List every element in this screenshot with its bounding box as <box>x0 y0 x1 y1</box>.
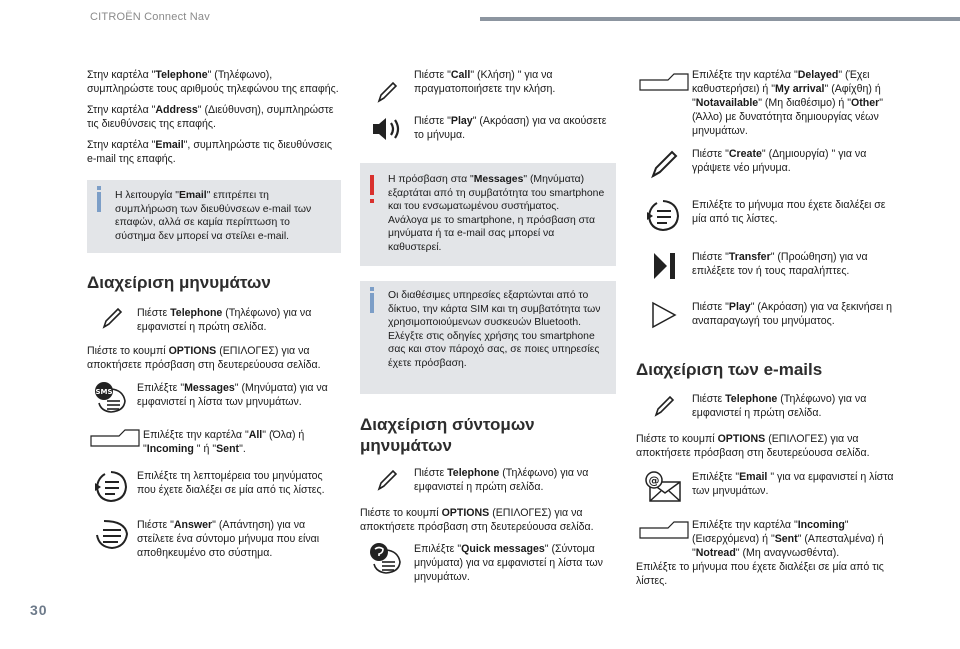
step-play: Πιέστε "Play" (Ακρόαση) για να ξεκινήσει η αναπαραγωγή του μηνύματος. <box>636 300 898 330</box>
heading-quick-messages: Διαχείριση σύντομων μηνυμάτων <box>360 415 535 455</box>
step-messages: SMS Επιλέξτε "Messages" (Μηνύματα) για να εμφανιστεί η λίστα των μηνυμάτων. <box>87 381 341 415</box>
step-email: @ Επιλέξτε "Email " για να εμφανιστεί η λίστα των μηνυμάτων. <box>636 470 898 504</box>
paragraph-options: Πιέστε το κουμπί OPTIONS (ΕΠΙΛΟΓΕΣ) για να αποκτήσετε πρόσβαση στη δευτερεύουσα σελίδα. <box>87 345 321 371</box>
list-detail-icon <box>87 469 137 505</box>
step-play-listen: Πιέστε "Play" (Ακρόαση) για να ακούσετε το μήνυμα. <box>360 114 616 144</box>
tab-icon <box>636 68 692 92</box>
email-icon <box>636 470 692 504</box>
paragraph-address-tab: Στην καρτέλα "Address" (Διεύθυνση), συμπληρώστε τις διευθύνσεις της επαφής. <box>87 104 334 130</box>
pencil-icon <box>636 147 692 179</box>
step-message-detail: Επιλέξτε τη λεπτομέρεια του μηνύματος που έχετε διαλέξει σε μία από τις λίστες. <box>87 469 341 505</box>
paragraph-telephone-tab: Στην καρτέλα "Telephone" (Τηλέφωνο), συμπληρώστε τους αριθμούς τηλεφώνου της επαφής. <box>87 69 339 95</box>
info-icon <box>97 192 101 212</box>
svg-text:SMS: SMS <box>95 388 113 396</box>
info-icon <box>370 293 374 313</box>
step-incoming-tab: Επιλέξτε την καρτέλα "Incoming" (Εισερχόμενα) ή "Sent" (Απεσταλμένα) ή "Notread" (Μη αναγνωσθέντα). <box>636 518 898 560</box>
pencil-icon <box>360 68 414 104</box>
pencil-icon <box>87 306 137 330</box>
header-title: CITROËN Connect Nav <box>90 11 210 23</box>
paragraph-email-tab: Στην καρτέλα "Email", συμπληρώστε τις διευθύνσεις e-mail της επαφής. <box>87 139 332 165</box>
sms-message-icon <box>87 381 137 415</box>
speaker-icon <box>360 114 414 144</box>
step-quick-messages: Επιλέξτε "Quick messages" (Σύντομα μηνύματα) για να εμφανιστεί η λίστα των μηνυμάτων. <box>360 542 616 584</box>
step-call: Πιέστε "Call" (Κλήση) " για να πραγματοποιήσετε την κλήση. <box>360 68 616 104</box>
header-bar <box>480 17 960 21</box>
column-2 <box>360 68 616 584</box>
paragraph-options-2: Πιέστε το κουμπί OPTIONS (ΕΠΙΛΟΓΕΣ) για να αποκτήσετε πρόσβαση στη δευτερεύουσα σελίδα. <box>360 507 594 533</box>
column-1 <box>87 68 341 560</box>
warning-icon <box>370 175 374 195</box>
step-select-message: Επιλέξτε το μήνυμα που έχετε διαλέξει σε μία από τις λίστες. <box>636 198 898 234</box>
step-answer: Πιέστε "Answer" (Απάντηση) για να στείλετε ένα σύντομο μήνυμα που είναι αποθηκευμένο στο σύστημα. <box>87 518 341 560</box>
step-telephone: Πιέστε Telephone (Τηλέφωνο) για να εμφανιστεί η πρώτη σελίδα. <box>87 306 341 334</box>
reply-list-icon <box>87 518 137 550</box>
info-note-services: Οι διαθέσιμες υπηρεσίες εξαρτώνται από το δίκτυο, την κάρτα SIM και τη συμβατότητα των χρησιμοποιούμενων συσκευών Bluetooth. Ελέγξτε στις οδηγίες χρήσης του smartphone σας και στον πάροχό σας, σε ποιες υπηρεσίες έχετε πρόσβαση. <box>360 281 616 394</box>
tab-icon <box>87 428 143 448</box>
heading-message-management: Διαχείριση μηνυμάτων <box>87 273 271 292</box>
step-delayed-tab: Επιλέξτε την καρτέλα "Delayed" (Έχει καθυστερήσει) ή "My arrival" (Αφίχθη) ή "Notavailable" (Μη διαθέσιμο) ή "Other" (Άλλο) με δυνατότητα δημιουργίας νέων μηνυμάτων. <box>636 68 898 138</box>
step-tabs: Επιλέξτε την καρτέλα "All" (Όλα) ή "Incoming " ή "Sent". <box>87 428 341 456</box>
play-icon <box>636 300 692 330</box>
paragraph-select-email: Επιλέξτε το μήνυμα που έχετε διαλέξει σε μία από τις λίστες. <box>636 561 884 587</box>
info-note-email: Η λειτουργία "Email" επιτρέπει τη συμπλήρωση των διευθύνσεων e-mail των επαφών, αλλά σε καμία περίπτωση το σύστημα δεν μπορεί να στείλει e-mail. <box>87 180 341 253</box>
quick-message-icon <box>360 542 414 576</box>
column-3 <box>636 68 898 588</box>
transfer-arrow-icon <box>636 250 692 282</box>
step-create: Πιέστε "Create" (Δημιουργία) " για να γράψετε νέο μήνυμα. <box>636 147 898 179</box>
pencil-icon <box>636 392 692 418</box>
list-detail-icon <box>636 198 692 234</box>
pencil-icon <box>360 466 414 492</box>
page-number: 30 <box>30 602 48 618</box>
svg-text:@: @ <box>648 474 660 487</box>
step-transfer: Πιέστε "Transfer" (Προώθηση) για να επιλέξετε τον ή τους παραλήπτες. <box>636 250 898 282</box>
paragraph-options-3: Πιέστε το κουμπί OPTIONS (ΕΠΙΛΟΓΕΣ) για να αποκτήσετε πρόσβαση στη δευτερεύουσα σελίδα. <box>636 433 870 459</box>
step-telephone-2: Πιέστε Telephone (Τηλέφωνο) για να εμφανιστεί η πρώτη σελίδα. <box>360 466 616 494</box>
heading-email-management: Διαχείριση των e-mails <box>636 360 823 379</box>
warning-note-messages: Η πρόσβαση στα "Messages" (Μηνύματα) εξαρτάται από τη συμβατότητα του smartphone και του ενσωματωμένου συστήματος. Ανάλογα με το smartphone, η πρόσβαση στα μηνύματα ή τα e-mail σας μπορεί να καθυστερεί. <box>360 163 616 266</box>
step-telephone-3: Πιέστε Telephone (Τηλέφωνο) για να εμφανιστεί η πρώτη σελίδα. <box>636 392 898 420</box>
tab-icon <box>636 518 692 540</box>
